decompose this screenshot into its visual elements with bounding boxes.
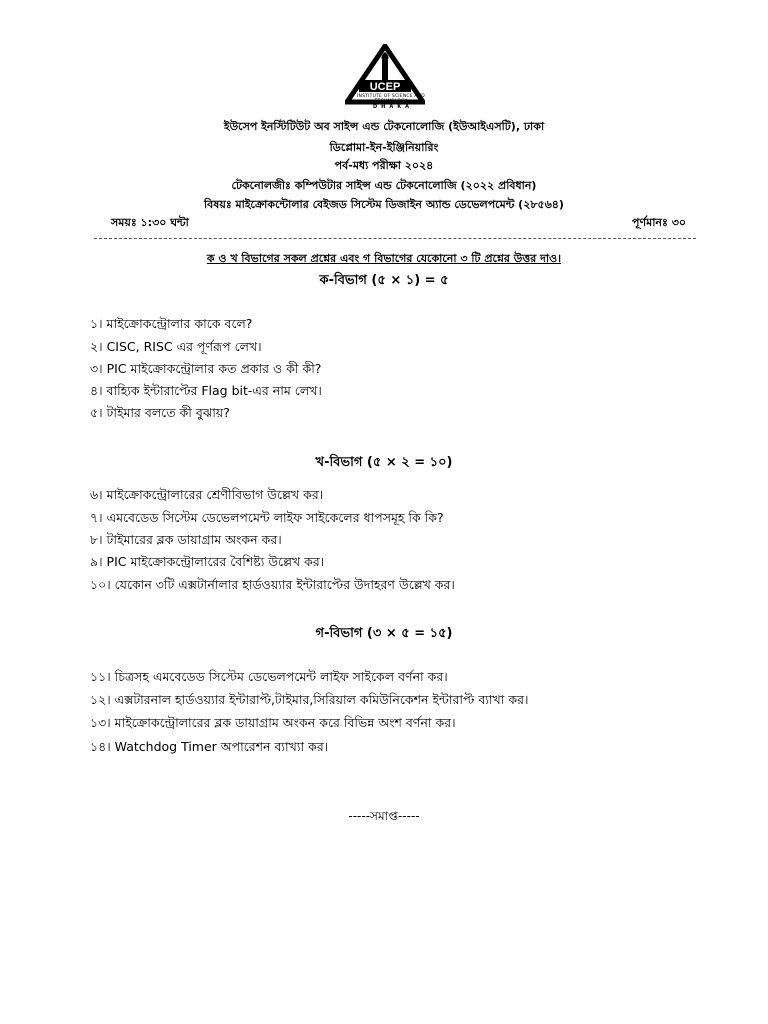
question-item: ৫। টাইমার বলতে কী বুঝায়? — [90, 405, 230, 420]
subject-name: বিষয়ঃ মাইক্রোকন্টোলার বেইজড সিস্টেম ডিজাইন অ্যান্ড ডেভেলপমেন্ট (২৮৫৬৪) — [204, 198, 564, 211]
question-item: ৩। PIC মাইক্রোকন্ট্রোলার কত প্রকার ও কী কী? — [90, 361, 322, 376]
program-name: ডিপ্লোমা-ইন-ইঞ্জিনিয়ারিং — [329, 141, 439, 154]
section-title: খ-বিভাগ (৫ × ২ = ১০) — [315, 455, 453, 470]
end-marker: -----সমাপ্ত----- — [348, 809, 420, 823]
question-item: ৮। টাইমারের ব্লক ডায়াগ্রাম অংকন কর। — [90, 532, 282, 547]
logo-text: UCEP — [369, 81, 401, 93]
question-item: ৪। বাহ্যিক ইন্টারাপ্টের Flag bit-এর নাম লেখ। — [90, 383, 322, 398]
question-item: ৬। মাইক্রোকন্ট্রোলারের শ্রেণীবিভাগ উল্লেখ কর। — [90, 487, 324, 502]
technology-name: টেকনোলজীঃ কম্পিউটার সাইন্স এন্ড টেকনোলোজি (২০২২ প্রবিধান) — [231, 179, 537, 192]
exam-time: সময়ঃ ১:৩০ ঘন্টা — [111, 216, 189, 229]
logo-city: DHAKA — [373, 104, 413, 110]
question-item: ১। মাইক্রোকন্ট্রোলার কাকে বলে? — [90, 316, 253, 331]
question-item: ৯। PIC মাইক্রোকন্ট্রোলারের বৈশিষ্ট্য উল্লেখ কর। — [90, 554, 325, 569]
question-item: ১২। এক্সটারনাল হার্ডওয়্যার ইন্টারাপ্ট,টাইমার,সিরিয়াল কমিউনিকেশন ইন্টারাপ্ট ব্যাখা কর। — [90, 692, 529, 707]
question-item: ৭। এমবেডেড সিস্টেম ডেভেলপমেন্ট লাইফ সাইকেলের ধাপসমূহ কি কি? — [90, 510, 444, 525]
instruction-text: ক ও খ বিভাগের সকল প্রশ্নের এবং গ বিভাগের যেকোনো ৩ টি প্রশ্নের উত্তর দাও। — [206, 252, 562, 265]
question-item: ১৩। মাইক্রোকন্ট্রোলারের ব্লক ডায়াগ্রাম অংকন করে বিভিন্ন অংশ বর্ণনা কর। — [90, 715, 456, 730]
divider — [94, 238, 696, 239]
full-marks: পূর্ণমানঃ ৩০ — [632, 216, 686, 229]
exam-name: পর্ব-মধ্য পরীক্ষা ২০২৪ — [334, 159, 434, 172]
question-item: ১৪। Watchdog Timer অপারেশন ব্যাখ্যা কর। — [90, 739, 329, 754]
section-title: ক-বিভাগ (৫ × ১) = ৫ — [319, 273, 449, 288]
logo-subtitle: INSTITUTE OF SCIENCE AND TECHNOLOGY — [357, 94, 425, 104]
section-title: গ-বিভাগ (৩ × ৫ = ১৫) — [315, 626, 453, 641]
question-item: ১০। যেকোন ৩টি এক্সটার্নালার হার্ডওয়্যার ইন্টারাপ্টের উদাহরণ উল্লেখ কর। — [90, 577, 455, 592]
institute-name: ইউসেপ ইনস্টিটিউট অব সাইন্স এন্ড টেকনোলোজি (ইউআইএসটি), ঢাকা — [223, 120, 545, 133]
question-item: ২। CISC, RISC এর পূর্ণরূপ লেখ। — [90, 339, 262, 354]
instruction — [0, 250, 768, 269]
question-item: ১১। চিত্রসহ এমবেডেড সিস্টেম ডেভেলপমেন্ট লাইফ সাইকেল বর্ণনা কর। — [90, 669, 448, 684]
